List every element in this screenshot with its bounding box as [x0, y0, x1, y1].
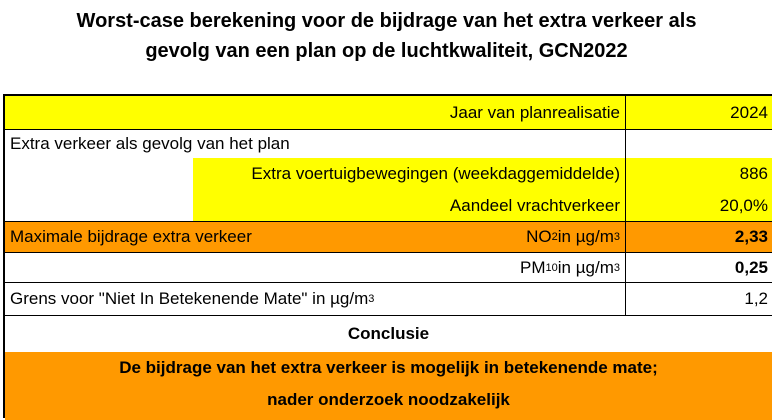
row-grens: [5, 283, 772, 316]
row-no2: [5, 222, 772, 252]
pm10-label-prefix: PM: [520, 257, 546, 277]
conclusion-line-2: nader onderzoek noodzakelijk: [267, 390, 510, 409]
report-title: [0, 0, 773, 74]
conclusion-line-1: De bijdrage van het extra verkeer is mogelijk in betekenende mate;: [119, 358, 658, 377]
row-pm10: [5, 252, 772, 283]
no2-label-prefix: NO: [526, 227, 552, 246]
bewegingen-value[interactable]: 886: [625, 158, 772, 190]
row-jaar: [5, 96, 772, 130]
jaar-label: Jaar van planrealisatie: [5, 96, 625, 129]
conclusie-header: Conclusie: [347, 324, 430, 343]
vracht-label: [5, 190, 625, 221]
conclusion-box: [5, 352, 772, 420]
grens-label-main: Grens voor "Niet In Betekenende Mate" in µg/m: [10, 289, 369, 308]
max-bijdrage-label: Maximale bijdrage extra verkeer: [10, 227, 252, 246]
no2-label: NO 2 in µg/m 3: [526, 227, 620, 246]
grens-label: Grens voor "Niet In Betekenende Mate" in µg/m 3: [10, 289, 375, 308]
row-extra-verkeer: [5, 130, 772, 158]
vracht-label-text: Aandeel vrachtverkeer: [193, 190, 625, 221]
title-line-1: Worst-case berekening voor de bijdrage van het extra verkeer als: [76, 10, 697, 32]
grens-value: 1,2: [625, 283, 772, 315]
bewegingen-label: [5, 158, 625, 190]
row-bewegingen: [5, 158, 772, 190]
row-vracht: [5, 190, 772, 222]
vracht-value[interactable]: 20,0%: [625, 190, 772, 221]
pm10-blank: [5, 253, 470, 282]
title-line-2: gevolg van een plan op de luchtkwaliteit, GCN2022: [145, 40, 628, 62]
pm10-value: 0,25: [625, 253, 772, 282]
jaar-value[interactable]: 2024: [625, 96, 772, 129]
no2-label-mid: in µg/m: [557, 227, 614, 246]
extra-verkeer-label: Extra verkeer als gevolg van het plan: [10, 134, 290, 153]
no2-value: 2,33: [625, 222, 772, 252]
bewegingen-label-text: Extra voertuigbewegingen (weekdaggemiddelde): [193, 158, 625, 190]
pm10-label: PM 10 in µg/m 3: [520, 257, 620, 277]
row-conclusie-header: [5, 316, 772, 352]
pm10-label-mid: in µg/m: [557, 257, 614, 277]
extra-verkeer-value: [625, 130, 772, 158]
calculation-sheet: [3, 94, 772, 418]
